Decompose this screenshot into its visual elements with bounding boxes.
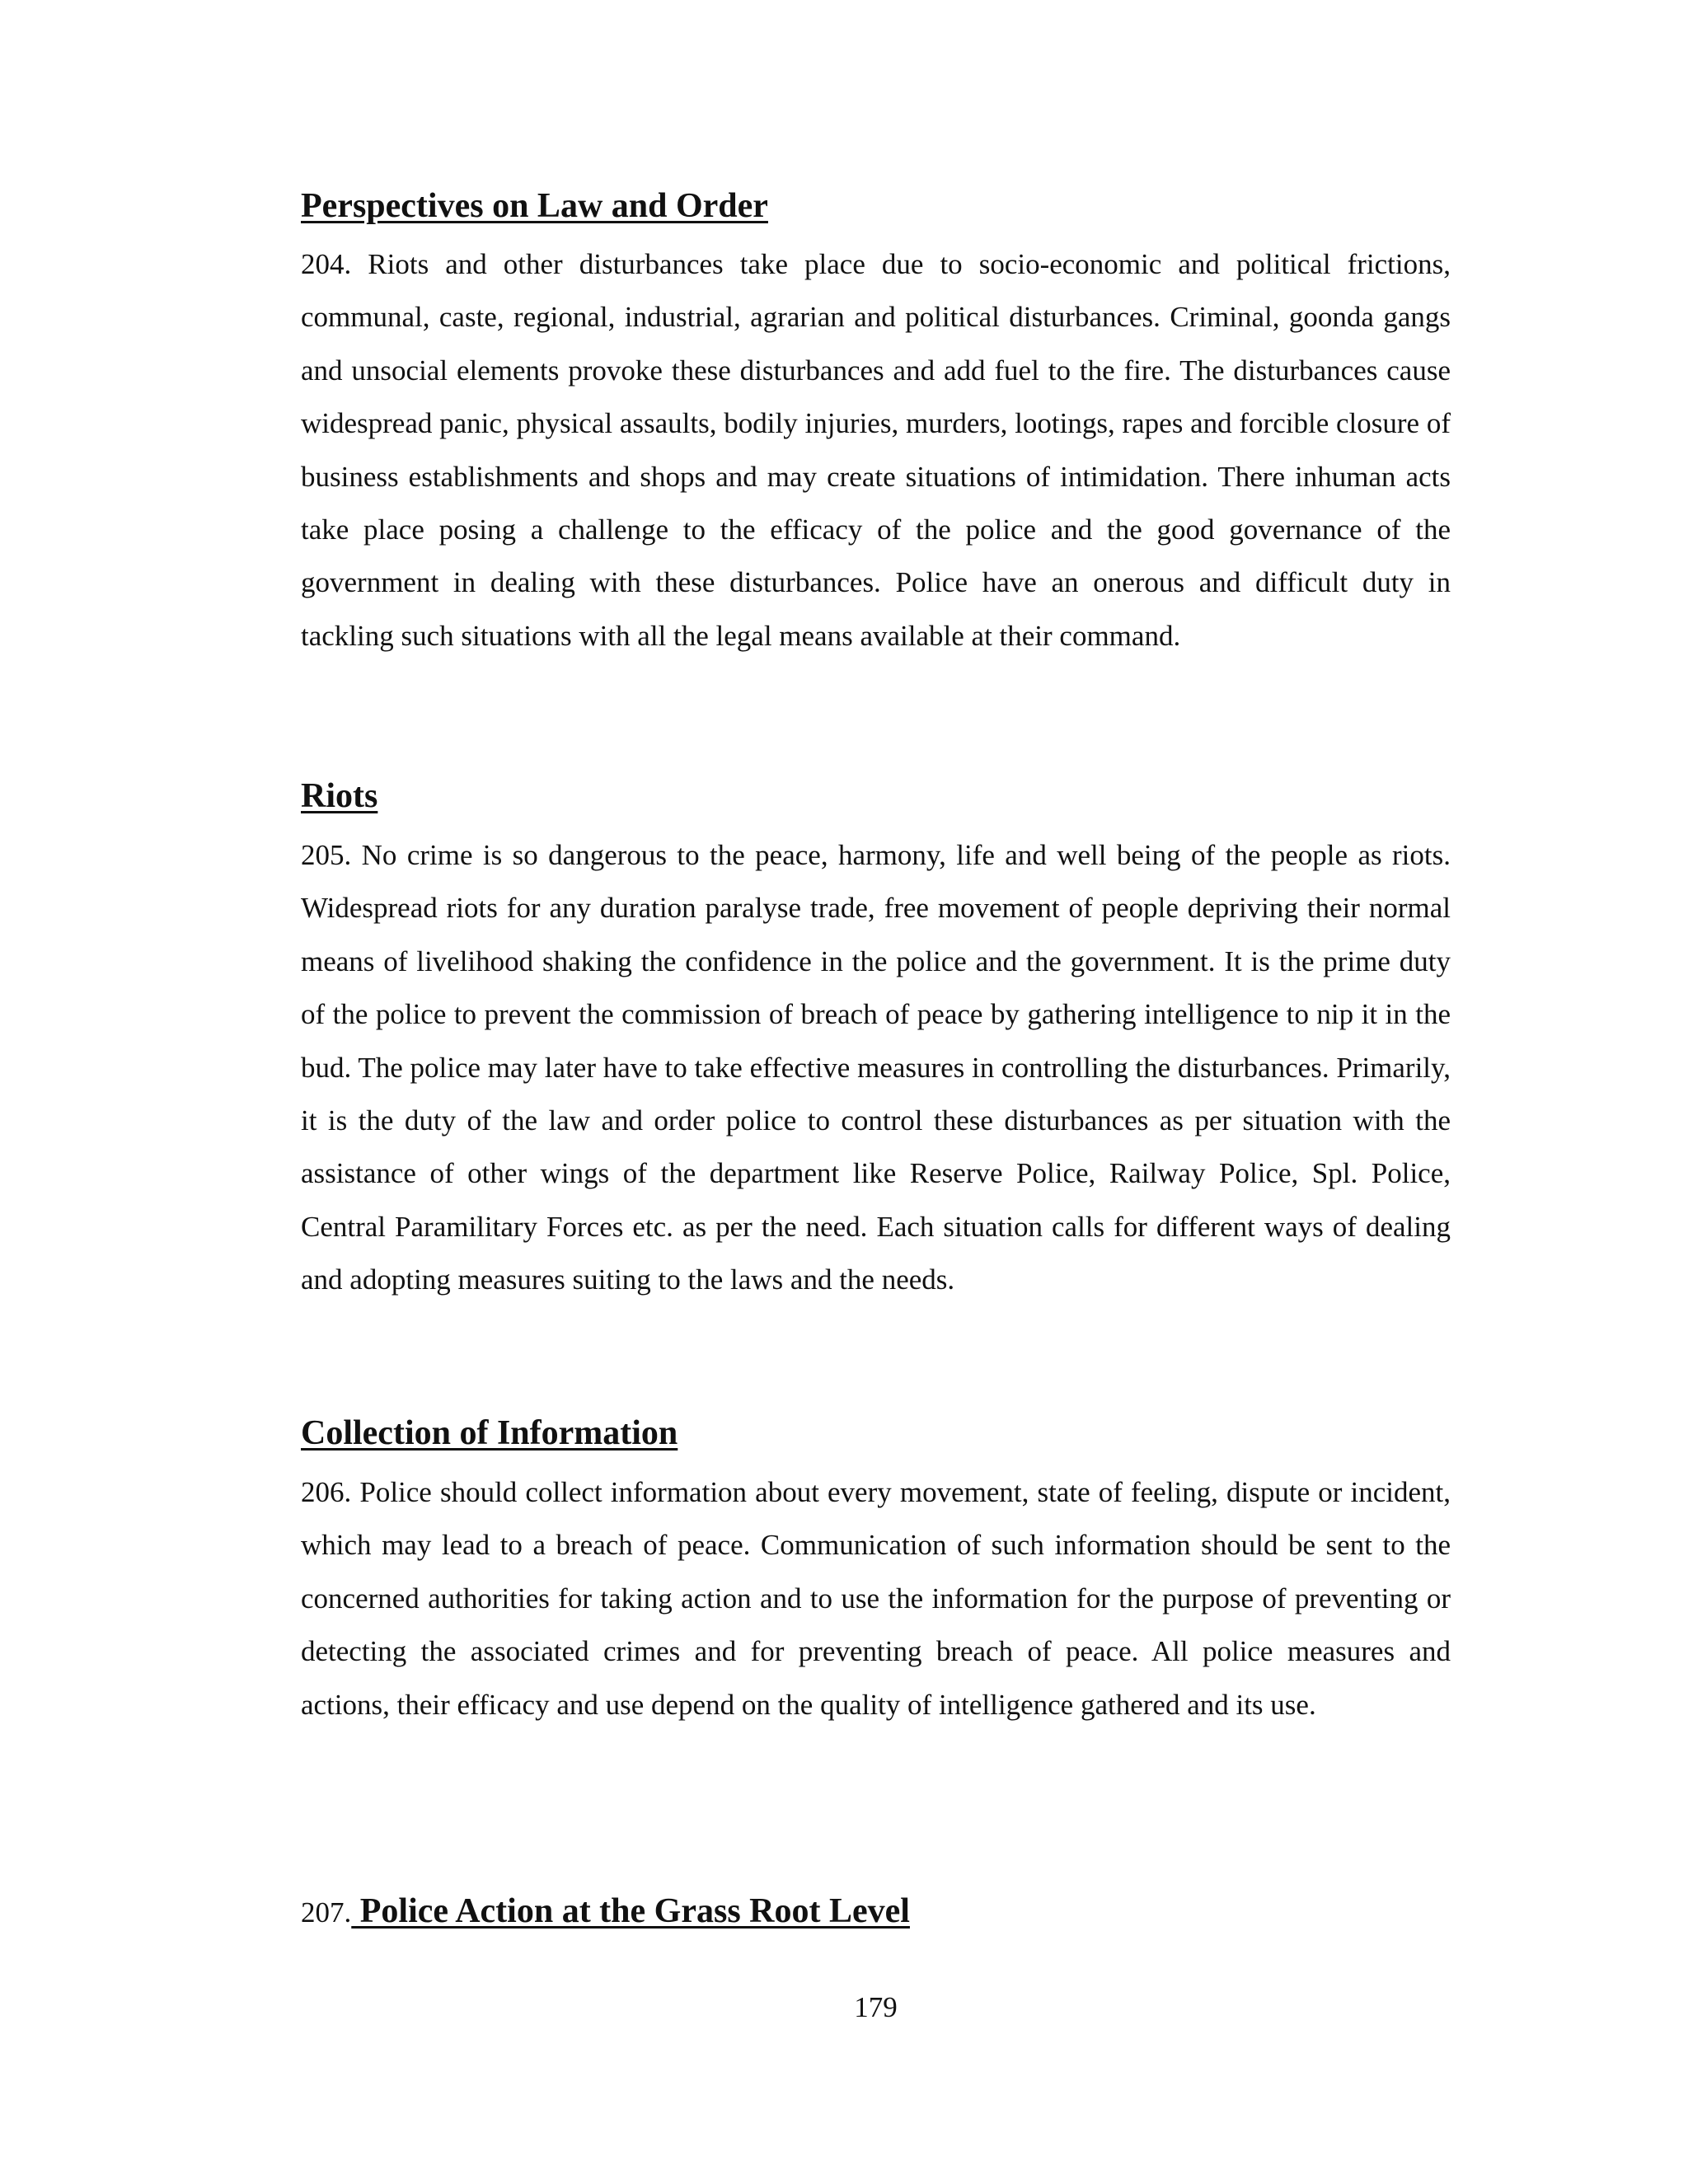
document-page xyxy=(301,0,1451,2184)
heading-collection-of-information: Collection of Information xyxy=(301,1414,678,1452)
heading-title: Police Action at the Grass Root Level xyxy=(351,1892,910,1930)
paragraph-204: 204. Riots and other disturbances take place due to socio-economic and political frictions, communal, caste, regional, industrial, agrarian and political disturbances. Criminal, goonda gangs and unsocial elements provoke these disturbances and add fuel to the fire. The disturbances cause widespread panic, physical assaults, bodily injuries, murders, lootings, rapes and forcible closure of business establishments and shops and may create situations of intimidation. There inhuman acts take place posing a challenge to the efficacy of the police and the good governance of the government in dealing with these disturbances. Police have an onerous and difficult duty in tackling such situations with all the legal means available at their command. xyxy=(301,248,1451,652)
heading-perspectives-on-law-and-order: Perspectives on Law and Order xyxy=(301,187,768,225)
page-number: 179 xyxy=(854,1991,898,2023)
heading-riots: Riots xyxy=(301,777,378,815)
heading-number: 207. xyxy=(301,1896,352,1929)
paragraph-206: 206. Police should collect information about every movement, state of feeling, dispute or incident, which may lead to a breach of peace. Communication of such information should be sent to the concerned authorities for taking action and to use the information for the purpose of preventing or detecting the associated crimes and for preventing breach of peace. All police measures and actions, their efficacy and use depend on the quality of intelligence gathered and its use. xyxy=(301,1476,1451,1721)
heading-police-action-at-grass-root-level xyxy=(301,1890,910,1934)
paragraph-205: 205. No crime is so dangerous to the peace, harmony, life and well being of the people as riots. Widespread riots for any duration paralyse trade, free movement of people depriving their normal means of livelihood shaking the confidence in the police and the government. It is the prime duty of the police to prevent the commission of breach of peace by gathering intelligence to nip it in the bud. The police may later have to take effective measures in controlling the disturbances. Primarily, it is the duty of the law and order police to control these disturbances as per situation with the assistance of other wings of the department like Reserve Police, Railway Police, Spl. Police, Central Paramilitary Forces etc. as per the need. Each situation calls for different ways of dealing and adopting measures suiting to the laws and the needs. xyxy=(301,839,1451,1296)
